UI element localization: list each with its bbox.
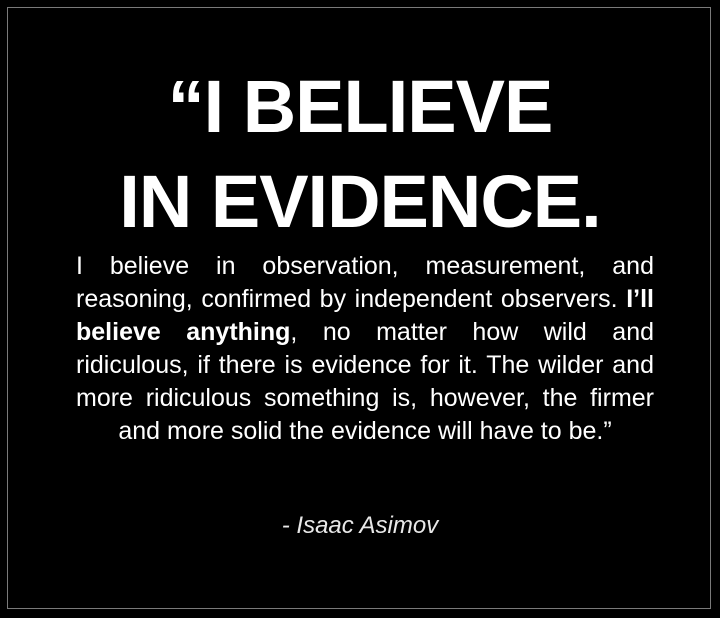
quote-body-part-2: , no matter how wild and ridiculous, if there is evidence for it. The wilder and more ridiculous something is, however, the firmer and more solid the evidence will have to be.”: [76, 318, 654, 445]
attribution: - Isaac Asimov: [281, 512, 439, 539]
headline-line-2: IN EVIDENCE.: [119, 160, 601, 243]
quote-body-emphasis: I’ll believe anything: [76, 285, 654, 346]
headline-line-1: “I BELIEVE: [167, 65, 553, 148]
quote-body-part-1: I believe in observation, measurement, and reasoning, confirmed by independent observers.: [76, 252, 654, 313]
quote-body: [76, 250, 654, 448]
